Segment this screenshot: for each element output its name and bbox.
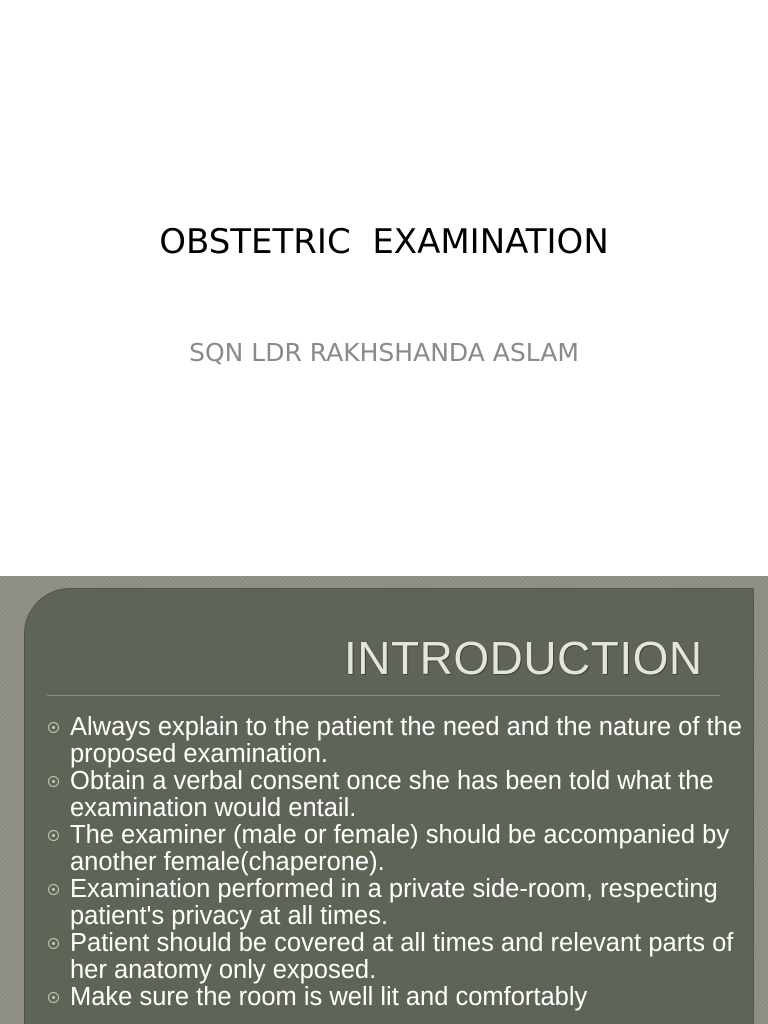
target-bullet-icon — [48, 830, 59, 841]
target-bullet-icon — [48, 992, 59, 1003]
slide-heading: INTRODUCTION — [344, 632, 703, 684]
bullet-text: Always explain to the patient the need and the nature of the proposed examination. — [70, 713, 742, 768]
list-item — [48, 714, 748, 768]
list-item — [48, 984, 748, 1011]
list-item — [48, 768, 748, 822]
target-bullet-icon — [48, 776, 59, 787]
introduction-slide — [0, 576, 768, 1024]
list-item — [48, 930, 748, 984]
target-bullet-icon — [48, 938, 59, 949]
target-bullet-icon — [48, 722, 59, 733]
list-item — [48, 876, 748, 930]
bullet-text: Examination performed in a private side-room, respecting patient's privacy at all times. — [70, 875, 718, 930]
bullet-text: Make sure the room is well lit and comfortably — [70, 983, 588, 1011]
bullet-text: The examiner (male or female) should be accompanied by another female(chaperone). — [70, 821, 730, 876]
slide-subtitle-author: SQN LDR RAKHSHANDA ASLAM — [189, 338, 579, 367]
bullet-list — [48, 714, 748, 1011]
slide-title: OBSTETRIC EXAMINATION — [159, 222, 609, 262]
heading-divider — [47, 695, 720, 696]
target-bullet-icon — [48, 884, 59, 895]
bullet-text: Patient should be covered at all times and relevant parts of her anatomy only exposed. — [70, 929, 734, 984]
list-item — [48, 822, 748, 876]
bullet-text: Obtain a verbal consent once she has been told what the examination would entail. — [70, 767, 714, 822]
